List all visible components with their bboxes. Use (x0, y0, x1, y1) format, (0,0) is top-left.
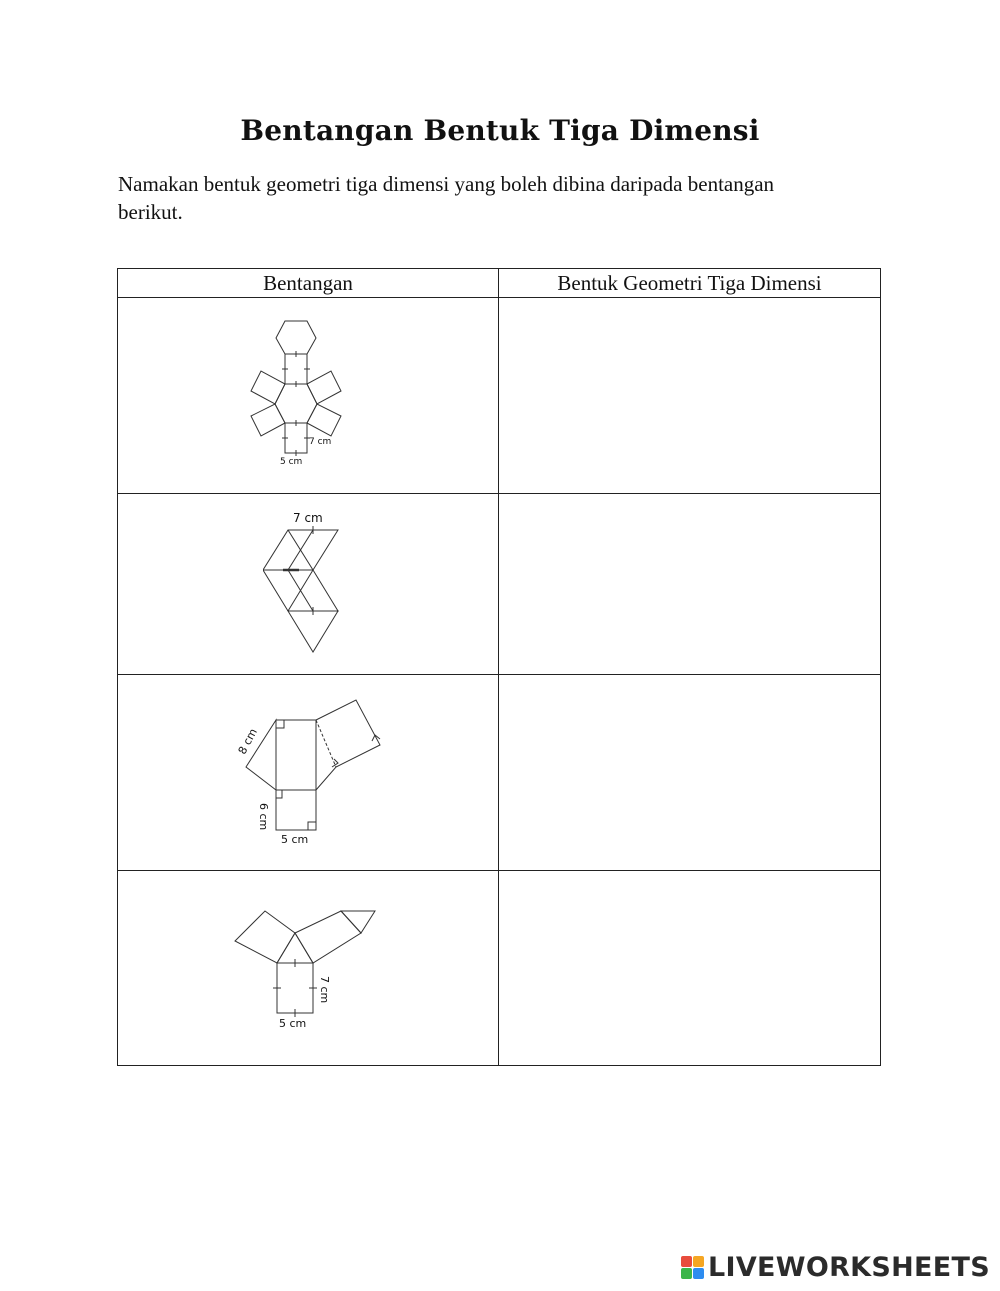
octahedron-net-diagram (263, 508, 353, 660)
logo-text: LIVEWORKSHEETS (707, 1252, 990, 1283)
side-triangle (341, 911, 375, 933)
face-rect (251, 404, 285, 436)
face-rect (307, 371, 341, 404)
hexagonal-prism-net-diagram (243, 316, 373, 476)
table-row (118, 675, 881, 871)
face-rect (307, 404, 341, 436)
triangular-prism-net-diagram (228, 695, 388, 850)
net-cell-4 (118, 871, 499, 1066)
label-7cm: 7 cm (318, 976, 331, 1004)
nets-table (117, 268, 881, 1066)
label-5cm: 5 cm (281, 833, 309, 846)
page-title: Bentangan Bentuk Tiga Dimensi (240, 114, 760, 147)
table-row (118, 871, 881, 1066)
center-triangle (277, 933, 313, 963)
bottom-triangle (288, 611, 338, 652)
label-6cm: 6 cm (257, 803, 270, 831)
header-bentangan: Bentangan (118, 269, 499, 298)
face-rect (295, 911, 361, 963)
label-5cm: 5 cm (280, 456, 303, 467)
answer-cell-3[interactable] (499, 675, 881, 871)
face-rect (316, 700, 380, 790)
instruction-text: Namakan bentuk geometri tiga dimensi yang boleh dibina daripada bentangan berikut. (118, 172, 775, 224)
label-7cm: 7 cm (293, 511, 323, 525)
logo-icon (681, 1256, 704, 1279)
face-rect (251, 371, 285, 404)
net-cell-1 (118, 298, 499, 494)
triangular-prism-net-2-diagram (233, 903, 383, 1033)
face-rect (276, 720, 316, 790)
answer-cell-2[interactable] (499, 494, 881, 675)
net-cell-2 (118, 494, 499, 675)
top-hexagon (276, 321, 316, 354)
net-cell-3 (118, 675, 499, 871)
face-rect (277, 963, 313, 1013)
label-7cm: 7 cm (309, 436, 332, 447)
face-rect (285, 423, 307, 453)
answer-cell-4[interactable] (499, 871, 881, 1066)
liveworksheets-logo[interactable] (681, 1252, 990, 1283)
face-rect (285, 354, 307, 384)
label-5cm: 5 cm (279, 1017, 307, 1030)
answer-cell-1[interactable] (499, 298, 881, 494)
table-row (118, 298, 881, 494)
table-row (118, 494, 881, 675)
label-8cm: 8 cm (235, 726, 260, 757)
face-rect (235, 911, 295, 963)
header-bentuk: Bentuk Geometri Tiga Dimensi (499, 269, 881, 298)
table-header-row (118, 269, 881, 298)
base-hexagon (275, 384, 317, 423)
